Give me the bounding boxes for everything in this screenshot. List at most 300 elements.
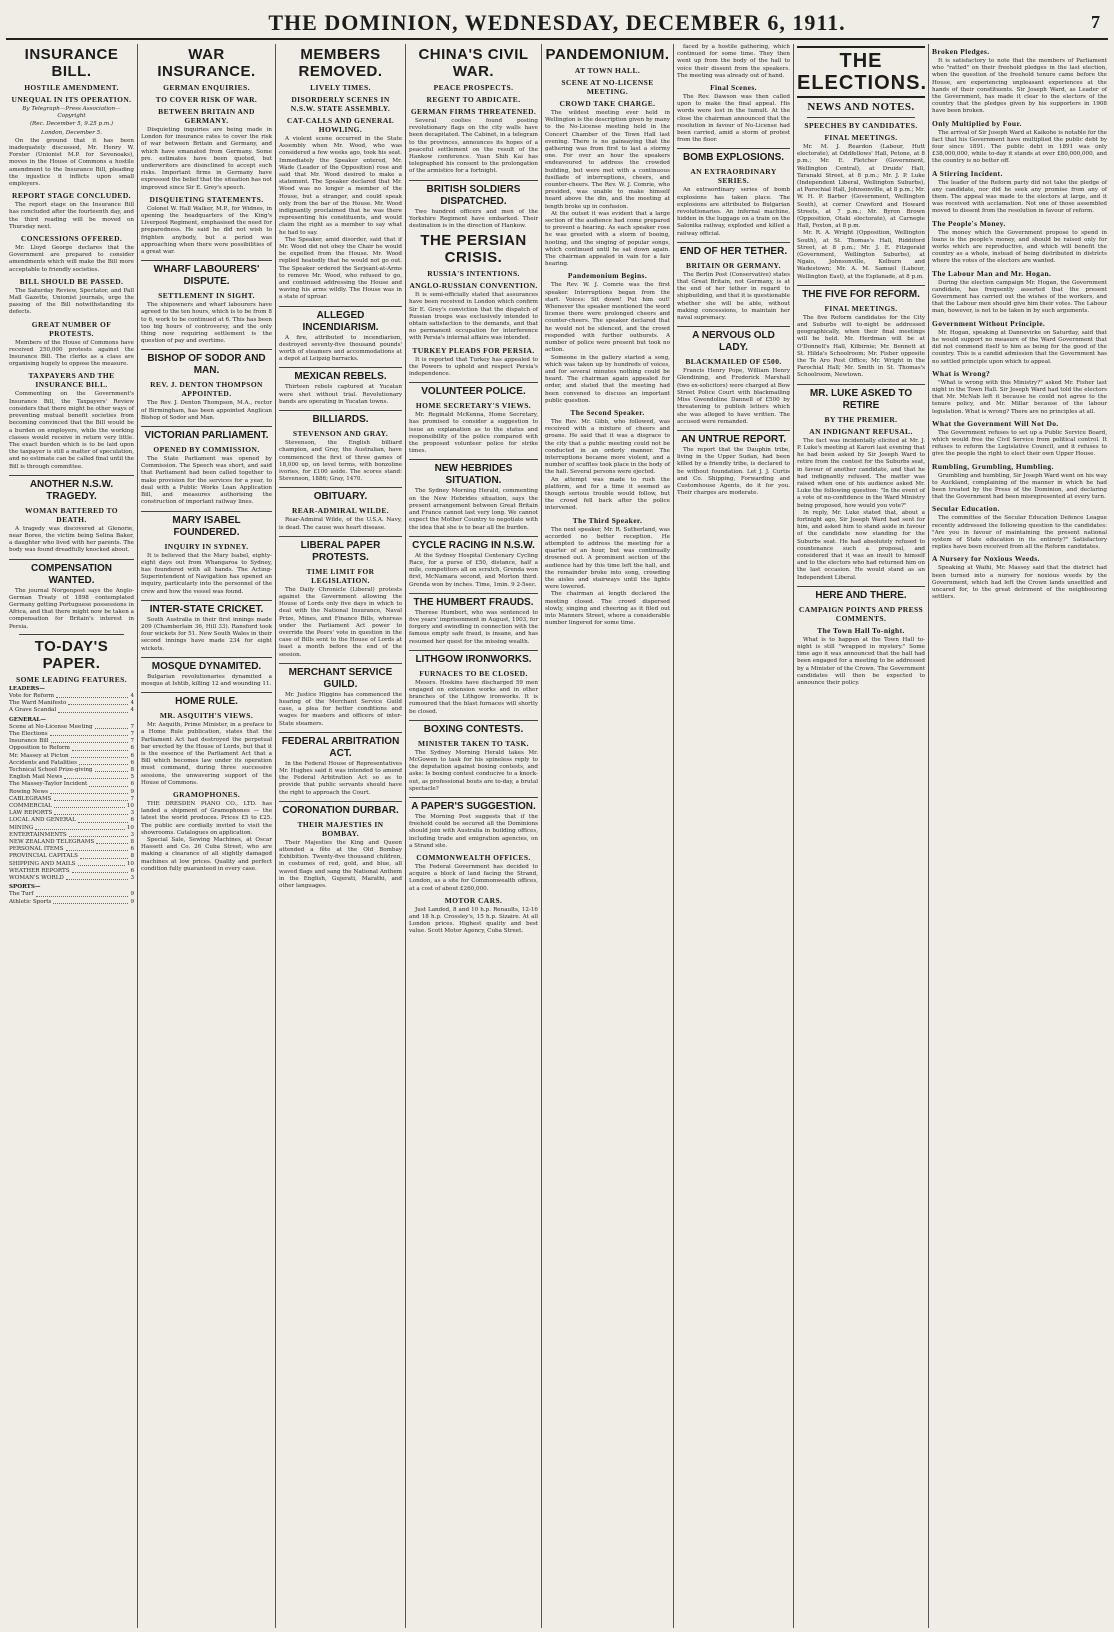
subhead: A Stirring Incident. (932, 168, 1003, 178)
contents-entry (9, 724, 134, 731)
filler-text: The arrival of Sir Joseph Ward at Kaikohe is notable for the fact that his Government have multiplied the public debt by four since 1891. The public debt in 1891 was only £38,000,000, while to-day it stands at over £80,000,000, and the country is no better off. (932, 129, 1107, 165)
contents-entry (9, 753, 134, 760)
subhead: GRAMOPHONES. (172, 789, 241, 799)
subhead: CAT-CALLS AND GENERAL HOWLING. (286, 116, 395, 134)
filler-text: The fact was incidentally elicited at Mr. J. P. Luke's meeting at Karori last evening that he had been asked by Sir Joseph Ward to retire from the contest for the Suburbs seat, in favour of another candidate, and that he had indignantly refused. The matter was raised when one of his audience asked Mr. Luke the following question: "In the event of a vote of no-confidence in the Ward Ministry being proposed, how would you vote?" (797, 437, 925, 509)
byline: By Telegraph—Press Association—Copyright (22, 106, 121, 120)
filler-text: The committee of the Secular Education Defence League recently addressed the following question to the candidates: "Are you in favour of maintaining the present national system of State education in its entirety?" Satisfactory replies have been received from all the Reform candidates. (932, 515, 1107, 551)
contents-label: Scene at No-License Meeting (9, 723, 93, 730)
leader-dots (51, 738, 129, 743)
contents-label: MINING (9, 824, 34, 831)
contents-label: Rowing News (9, 788, 48, 795)
filler-text: Someone in the gallery started a song, which was taken up by hundreds of voices, and for several minutes nothing could be heard. The chairman again appealed for order, and stated that the meeting had been convened to discuss an important public question. (545, 354, 670, 404)
filler-text: The Rev. Mr. Gibb, who followed, was received with a mixture of cheers and groans. He said that it was a disgrace to the city that a public meeting could not be conducted in an orderly manner. The interruptions became more violent, and a number of scuffles took place in the body of the hall. Several persons were ejected. (545, 418, 670, 476)
filler-text: Just Landed, 8 and 10 h.p. Renaults, 12-16 and 18 h.p. Crossley's, 15 h.p. Sizaire. At all London prices. Highest quality and best value. Scott Motor Agency, Cuba Street. (409, 906, 538, 935)
subhead: TURKEY PLEADS FOR PERSIA. (412, 345, 535, 355)
leader-dots (53, 899, 128, 904)
filler-text: The Saturday Review, Spectator, and Pall Mall Gazette, Unionist journals, urge the passing of the Bill notwithstanding its defects. (9, 287, 134, 316)
subhead: FURNACES TO BE CLOSED. (419, 668, 528, 678)
leader-dots (78, 817, 129, 822)
subhead: TAXPAYERS AND THE INSURANCE BILL. (28, 371, 115, 390)
headline-humbert: THE HUMBERT FRAUDS. (409, 593, 538, 609)
subhead: LIVELY TIMES. (310, 83, 371, 92)
subhead: SETTLEMENT IN SIGHT. (158, 291, 255, 301)
contents-page: 4 (130, 692, 134, 699)
headline-arbitration: FEDERAL ARBITRATION ACT. (279, 732, 402, 760)
column-4 (405, 44, 541, 1628)
filler-text: The Federal Government has decided to acquire a block of land facing the Strand, London, as a site for Commonwealth offices, at a cost of about £260,000. (409, 863, 538, 892)
filler-text: At the outset it was evident that a large section of the audience had come prepared to prevent a hearing. As each speaker rose he was greeted with a storm of booing, hooting, and the singing of popular songs, which continued until he sat down again. The chairman appealed in vain for a fair hearing. (545, 210, 670, 268)
headline-durbar: CORONATION DURBAR. (279, 801, 402, 817)
contents-page: 8 (130, 839, 134, 846)
filler-text: Mr. Asquith, Prime Minister, in a preface to a Home Rule publication, states that the Parliament Act had destroyed the perpetual bar erected by the House of Lords, but that it is the essence of the Parliament Act that a Bill which becomes law under its operation must command, during three successive sessions, the unwavering support of the House of Commons. (141, 722, 272, 786)
contents-entry (9, 796, 134, 803)
subhead: MOTOR CARS. (444, 895, 503, 905)
contents-page: 6 (130, 745, 134, 752)
contents-entry (9, 803, 134, 810)
headline-compensation: COMPENSATION WANTED. (9, 559, 134, 587)
contents-page: 6 (130, 867, 134, 874)
leader-dots (56, 693, 128, 698)
headline-elections: THE ELECTIONS. (797, 46, 925, 98)
subhead: CONCESSIONS OFFERED. (20, 234, 123, 244)
filler-text: Speaking at Waihi, Mr. Massey said that the district had been turned into a nursery for noxious weeds by the Government, which had left the Crown lands unsettled and uncared for, to the great detriment of the neighbouring settlers. (932, 565, 1107, 601)
headline-obituary: OBITUARY. (279, 487, 402, 503)
headline-mr-luke: MR. LUKE ASKED TO RETIRE (797, 384, 925, 412)
leader-dots (35, 825, 124, 830)
leader-dots (36, 891, 129, 896)
headline-insurance-bill: INSURANCE BILL. (24, 46, 119, 80)
contents-entry (9, 781, 134, 788)
page-number: 7 (1091, 12, 1100, 32)
contents-label: SHIPPING AND MAILS (9, 860, 76, 867)
contents-entry (9, 686, 134, 693)
filler-text: The State Parliament was opened by Commission. The Speech was short, and said that Parliament had been called together to make provision for the services for a year, to deal with a Public Works Loan Application Bill, and measures authorising the construction of important railway lines. (141, 456, 272, 506)
headline-five-for-reform: THE FIVE FOR REFORM. (797, 285, 925, 301)
leader-dots (66, 846, 129, 851)
dateline: (Rec. December 5, 9.25 p.m.) (29, 121, 114, 128)
filler-text: A fire, attributed to incendiarism, destroyed seventy-five thousand pounds' worth of steamers and accommodations at a depot at Leipzig barracks. (279, 334, 402, 363)
contents-entry (9, 899, 134, 906)
filler-text: In reply, Mr. Luke stated that, about a fortnight ago, Sir Joseph Ward had sent for him, and asked him to stand aside in favour of the candidate now standing for the Suburbs seat. He had absolutely refused to countenance such a proposal, and considered that it was an insult to himself and to the electors who had returned him on the last occasion. He would stand as an Independent Liberal. (797, 509, 925, 581)
subhead: GERMAN ENQUIRIES. (163, 83, 250, 92)
subhead: The People's Money. (932, 218, 1006, 228)
filler-text: During the election campaign Mr. Hogan, the Government candidate, has frequently asserted that the present Government has carried out the wishes of the workers, and that the Labour men should give him their votes. The Labour man, however, is not to be taken in by such arguments. (932, 279, 1107, 315)
headline-end-of-tether: END OF HER TETHER. (677, 242, 790, 258)
contents-label: NEW ZEALAND TELEGRAMS (9, 839, 95, 846)
headline-mosque: MOSQUE DYNAMITED. (141, 657, 272, 673)
subhead: Final Scenes. (710, 83, 757, 93)
headline-persian-crisis: THE PERSIAN CRISIS. (420, 232, 527, 267)
subhead: ANGLO-RUSSIAN CONVENTION. (409, 281, 538, 291)
filler-text: The Rev. J. Denton Thompson, M.A., rector of Birmingham, has been appointed Anglican Bishop of Sodor and Man. (141, 400, 272, 421)
leader-dots (71, 753, 129, 758)
headline-todays-paper: TO-DAY'S PAPER. (34, 637, 109, 672)
contents-page: 3 (130, 810, 134, 817)
leader-dots (78, 861, 125, 866)
filler-text: Mr. Hogan, speaking at Dannevirke on Saturday, said that he would support no measure of the Ward Government that did not commend itself to him as being for the good of the country. This is a candid admission that the Government has no settled principle upon which to appeal. (932, 329, 1107, 365)
subhead: DISQUIETING STATEMENTS. (149, 194, 264, 204)
subhead: MR. ASQUITH'S VIEWS. (159, 711, 254, 721)
filler-text: The shipowners and wharf labourers have agreed to the ten hours, which is to be from 8 to 6, work to be continued at 6. This has been too big hours of controversy, and the only thing now requiring settlement is the question of pay and overtime. (141, 302, 272, 345)
subhead: TO COVER RISK OF WAR. (155, 95, 258, 104)
contents-entry (9, 760, 134, 767)
contents-label: GENERAL— (9, 716, 46, 723)
subhead: BLACKMAILED OF £500. (685, 357, 782, 367)
contents-entry (9, 832, 134, 839)
contents-label: LOCAL AND GENERAL (9, 817, 76, 824)
leader-dots (69, 832, 129, 837)
headline-incendiarism: ALLEGED INCENDIARISM. (279, 306, 402, 334)
contents-entry (9, 731, 134, 738)
subhead: A Nursery for Noxious Weeds. (932, 554, 1040, 564)
filler-text: The Sydney Morning Herald, commenting on the New Hebrides situation, says the present arrangement between Great Britain and France cannot last very long. We cannot expect the Mother Country to negotiate with the idea that she is to bear all the burden. (409, 488, 538, 531)
contents-page: 8 (130, 853, 134, 860)
subhead: AN EXTRAORDINARY SERIES. (690, 167, 777, 186)
headline-bishop: BISHOP OF SODOR AND MAN. (141, 349, 272, 377)
contents-list (9, 686, 134, 906)
filler-text: The Sydney Morning Herald takes Mr. McGowen to task for his spineless reply to the deputation against boxing contests, and asks: Is boxing contest conducive to a knock-out, as professional bouts are to-day, a brutal spectacle? (409, 749, 538, 792)
column-5 (541, 44, 673, 1628)
filler-text: Therese Humbert, who was sentenced to five years' imprisonment in August, 1903, for forgery and swindling in connection with the famous empty safe fraud, is insane, and has resumed her quest for the missing wealth. (409, 609, 538, 645)
filler-text: An extraordinary series of bomb explosions has taken place. The explosions are attributed to Bulgarian revolutionaries. An infernal machine, hidden in the luggage on a train on the Salonika railway, exploded and killed a railway official. (677, 187, 790, 237)
filler-text: Mr. M. J. Reardon (Labour, Hutt electorate), at Oddfellows' Hall, Petone, at 8 p.m.; Mr. E. Fletcher (Government, Wellington Central), at Druids' Hall, Taranaki Street, at 8 p.m.; Mr. J. P. Luke (Independent Liberal, Wellington Suburbs), at Parochial Hall, Johnsonville, at 8 p.m.; Mr. W. H. P. Barber (Government, Wellington South), at corner Crawford and Howard Streets, at 7 p.m.; Mr. Byron Brown (Opposition, Otaki electorate), at Carnegie Hall, Foxton, at 8 p.m. (797, 144, 925, 230)
subhead: GREAT NUMBER OF PROTESTS. (31, 319, 112, 338)
subhead: BILL SHOULD BE PASSED. (19, 276, 124, 286)
contents-page: 7 (130, 723, 134, 730)
subhead: Only Multiplied by Four. (932, 118, 1022, 128)
contents-label: The Turf (9, 891, 34, 898)
headline-home-rule: HOME RULE. (141, 692, 272, 708)
contents-label: Accidents and Fatalities (9, 759, 77, 766)
leader-dots (50, 731, 129, 736)
subhead: THEIR MAJESTIES IN BOMBAY. (297, 819, 384, 838)
headline-china: CHINA'S CIVIL WAR. (418, 46, 529, 80)
contents-entry (9, 700, 134, 707)
headline-mary-isabel: MARY ISABEL FOUNDERED. (141, 511, 272, 539)
contents-entry (9, 817, 134, 824)
contents-label: CABLEGRAMS (9, 795, 52, 802)
advert-text: Special Sale, Sewing Machines, at Oscar Hassett and Co. 26 Cuba Street, who are making a clearance of all slightly damaged machines at low prices. Quality and perfect condition fully guaranteed in every case. (141, 836, 272, 872)
contents-entry (9, 789, 134, 796)
contents-page: 6 (130, 752, 134, 759)
filler-text: South Australia in their first innings made 209 (Chamberlain 36, Hill 33). Ransford took four wickets for 51. New South Wales in their second innings have made 234 for eight wickets. (141, 616, 272, 652)
filler-text: It is reported that Turkey has appealed to the Powers to uphold and respect Persia's independence. (409, 356, 538, 378)
filler-text: The Rev. Dawson was then called upon to make the final appeal. His words were lost in the tumult. At the close the chairman announced that the resolution in favour of No-License had been carried, amid a storm of protest from the floor. (677, 94, 790, 144)
filler-text: Mr. Lloyd George declares that the Government are prepared to consider amendments which will make the Bill more acceptable to friendly societies. (9, 245, 134, 273)
contents-entry (9, 825, 134, 832)
contents-page: 8 (130, 766, 134, 773)
contents-label: SPORTS— (9, 884, 41, 891)
contents-label: PERSONAL ITEMS (9, 846, 64, 853)
filler-text: A violent scene occurred in the State Assembly when Mr. Wood, who was considered a few weeks ago, took his seat. Immediately the Speaker entered, Mr. Wade (Leader of the Opposition) rose and said that Mr. Wood desired to make a statement. The Speaker declared that Mr. Wood was no longer a member of the House, but a stranger, and could speak only from the bar of the House. Mr. Wood indignantly proclaimed that he was there representing his constituents, and would claim the right as a member to say what he had to say. (279, 136, 402, 236)
contents-label: The Massey-Taylor Incident (9, 781, 88, 788)
contents-page: 7 (130, 795, 134, 802)
filler-text: The wildest meeting ever held in Wellington is the description given by many to the No-License meeting held in the Concert Chamber of the Town Hall last evening. There is no gainsaying that the gathering was from first to last a stormy one. For over an hour the speakers endeavoured to address the crowded building, but were met with a continuous fusillade of interruptions, cheers, and counter-cheers. The Rev. W. J. Comrie, who presided, was unable to make himself heard above the din, and the meeting at length broke up in confusion. (545, 110, 670, 210)
filler-text: The Daily Chronicle (Liberal) protests against the Government allowing the House of Lords only five days in which to deal with the National Insurance, Naval Prize, Mines, and Finance Bills, whereas under the Parliament Act power to override the Peers' vote in question in the case of Bills sent to the House of Lords at least a month before the end of the session. (279, 586, 402, 658)
subhead: REAR-ADMIRAL WILDE. (291, 506, 390, 516)
subhead: CAMPAIGN POINTS AND PRESS COMMENTS. (798, 604, 924, 623)
leader-dots (95, 767, 129, 772)
subhead: Broken Pledges. (932, 47, 990, 56)
subhead: FINAL MEETINGS. (824, 303, 898, 313)
column-1 (6, 44, 137, 1628)
divider (807, 117, 915, 118)
filler-text: Disquieting inquiries are being made in London for insurance rates to cover the risk of war between Britain and Germany, and which have emanated from Germany. Some pre. estimates have been quoted, but underwriters are disinclined to accept such risks. Important firms in Germany have expressed the belief that the situation has not improved since Sir E. Grey's speech. (141, 127, 272, 191)
contents-entry (9, 875, 134, 882)
contents-page: 4 (130, 707, 134, 714)
filler-text: Messrs. Hoskins have discharged 59 men engaged on extension works and in other branches of the Lithgow ironworks. It is rumoured that the blast furnaces will shortly be closed. (409, 679, 538, 715)
contents-entry (9, 707, 134, 714)
leader-dots (54, 810, 128, 815)
contents-label: WOMAN'S WORLD (9, 875, 64, 882)
filler-text: The next speaker, Mr. R. Sutherland, was accorded no better reception. He attempted to address the meeting for a quarter of an hour, but was continually drowned out. A prominent section of the audience had by this time left the hall, and the remainder broke into song, crowding the aisles and stairways until the lights were lowered. (545, 526, 670, 591)
contents-page: 9 (130, 891, 134, 898)
contents-entry (9, 810, 134, 817)
filler-text: The five Reform candidates for the City and Suburbs will to-night be addressed geographically, when their final meetings will be held. Mr. Herdman will be at O'Donnell's Hall, Kilbirnie; Mr. Bennett at St. Hilda's Schoolroom; Mr. Fisher opposite the Te Aro Post Office; Mr. Wright in the Parochial Hall; Mr. Smith in St. Thomas's Schoolroom, Newtown. (797, 314, 925, 379)
filler-text: The report stage on the Insurance Bill has concluded after the fourteenth day, and the third reading will be moved on Thursday next. (9, 202, 134, 230)
headline-nsw-tragedy: ANOTHER N.S.W. TRAGEDY. (9, 475, 134, 503)
subhead: SCENE AT NO-LICENSE MEETING. (561, 78, 654, 96)
contents-label: Vote for Reform (9, 692, 55, 699)
leader-dots (54, 796, 129, 801)
contents-entry (9, 767, 134, 774)
contents-page: 6 (130, 759, 134, 766)
contents-entry (9, 738, 134, 745)
subhead: Government Without Principle. (932, 318, 1046, 328)
leader-dots (68, 700, 128, 705)
contents-entry (9, 884, 134, 891)
filler-text: Bulgarian revolutionaries dynamited a mosque at Ishtib, killing 12 and wounding 11. (141, 673, 272, 687)
subhead: REV. J. DENTON THOMPSON APPOINTED. (150, 380, 263, 399)
filler-text: An attempt was made to rush the platform, and for a time it seemed as though serious trouble would follow, but the crowd fell back after the police intervened. (545, 476, 670, 512)
subhead: WOMAN BATTERED TO DEATH. (24, 505, 119, 524)
contents-entry (9, 774, 134, 781)
contents-entry (9, 861, 134, 868)
subhead: The Third Speaker. (572, 515, 643, 525)
filler-text: Two hundred officers and men of the Yorkshire Regiment have embarked. Their destination is in the direction of Hankow. (409, 208, 538, 230)
contents-page: 3 (130, 875, 134, 882)
headline-volunteer-police: VOLUNTEER POLICE. (409, 382, 538, 398)
contents-page: 7 (130, 738, 134, 745)
contents-entry (9, 853, 134, 860)
headline-merchant-guild: MERCHANT SERVICE GUILD. (279, 663, 402, 691)
leader-dots (50, 789, 128, 794)
filler-text: Colonel W. Hall Walker, M.P., for Widnes, in opening the headquarters of the King's Liverpool Regiment, emphasised the need for preparedness. He said he did not wish to frighten anybody, but a period was approaching when there were possibilities of a great war. (141, 205, 272, 256)
subhead: GERMAN FIRMS THREATENED. (410, 107, 537, 116)
contents-page: 6 (130, 781, 134, 788)
column-8 (928, 44, 1110, 1628)
filler-text: It is semi-officially stated that assurances have been received in London which confirm Sir E. Grey's conviction that the dispatch of Russian troops was exclusively intended to obtain satisfaction to the demands, and that no permanent occupation for interference with Persia's internal affairs was intended. (409, 292, 538, 342)
contents-entry (9, 868, 134, 875)
headline-untrue-report: AN UNTRUE REPORT. (677, 430, 790, 446)
subhead: UNEQUAL IN ITS OPERATION. (11, 95, 132, 104)
column-6 (673, 44, 793, 1628)
filler-text: Stevenson, the English billiard champion, and Gray, the Australian, have commenced the first of three games of 18,000 up, on level terms, with bonzoline ivories, for £100 aside. The scores stand: Stevenson, 1886; Gray, 1470. (279, 440, 402, 483)
leader-dots (96, 839, 128, 844)
contents-label: ENTERTAINMENTS (9, 831, 67, 838)
headline-boxing: BOXING CONTESTS. (409, 720, 538, 736)
contents-label: PROVINCIAL CAPITALS (9, 853, 78, 860)
leader-dots (80, 853, 129, 858)
subhead: COMMONWEALTH OFFICES. (416, 852, 531, 862)
contents-entry (9, 745, 134, 752)
filler-text: The report that the Dauphin tribe, living in the Upper Sudan, had been killed by a friendly tribe, is declared to be without foundation. Let J. J. Curtis and Co. Shipping, Forwarding and Customhouse Agents, do it for you. Their charges are moderate. (677, 446, 790, 497)
contents-label: LEADERS— (9, 685, 45, 692)
headline-bomb-explosions: BOMB EXPLOSIONS. (677, 148, 790, 164)
filler-text: Several coolies found posting revolutionary flags on the city walls have been decapitated. The Cabinet, in a telegram to the provinces, announces its hopes of a peaceful settlement on the result of the Hankow conference. Yuan Shih Kai has telegraphed his consent to the prolongation of the armistice for a fortnight. (409, 118, 538, 175)
contents-label: Mr. Massey at Picton (9, 752, 69, 759)
filler-text: Thirteen rebels captured at Yucatan were shot without trial. Revolutionary bands are operating in Yucatan towns. (279, 384, 402, 405)
headline-victorian-parliament: VICTORIAN PARLIAMENT. (141, 426, 272, 442)
subhead: What is Wrong? (932, 368, 991, 378)
divider (19, 634, 124, 635)
filler-text: It is satisfactory to note that the members of Parliament who "ratted" on their freehold pledges in the last election, when the question of the freehold tenure came before the House, are experiencing unpleasant experiences at the hands of their constituents. Sir Joseph Ward, as Leader of the Government, has made it clear to the electors of the country that the pledges given by his supporters in 1908 have been broken. (932, 58, 1107, 115)
leader-dots (72, 868, 129, 873)
contents-page: 9 (130, 898, 134, 905)
subhead: MINISTER TAKEN TO TASK. (418, 738, 529, 748)
filler-text: The Government refuses to set up a Public Service Board, which would free the Civil Service from political control. It refuses to reform the Legislative Council, and it refuses to give the people the right to elect their own Upper House. (932, 429, 1107, 458)
subhead: REGENT TO ABDICATE. (426, 95, 521, 104)
headline-members-removed: MEMBERS REMOVED. (298, 46, 383, 80)
subhead: Rumbling, Grumbling, Humbling. (932, 461, 1054, 471)
leader-dots (95, 724, 129, 729)
subhead: PEACE PROSPECTS. (433, 83, 514, 92)
contents-page: 5 (130, 774, 134, 781)
subhead: DISORDERLY SCENES IN N.S.W. STATE ASSEMBLY. (290, 95, 391, 113)
subhead: The Labour Man and Mr. Hogan. (932, 268, 1052, 278)
masthead-title: THE DOMINION, WEDNESDAY, DECEMBER 6, 1911. (268, 10, 846, 35)
subhead: NEWS AND NOTES. (807, 101, 915, 113)
filler-text: Members of the House of Commons have received 250,000 protests against the Insurance Bill. The clerks as a class are organising hugely to oppose the measure. (9, 339, 134, 368)
subhead: STEVENSON AND GRAY. (292, 429, 389, 439)
headline-new-hebrides: NEW HEBRIDES SITUATION. (409, 459, 538, 487)
subhead: INQUIRY IN SYDNEY. (164, 541, 249, 551)
filler-text: faced by a hostile gathering, which continued for some time. They then went up from the body of the hall to voice their dissent from the speakers. The meeting was already out of hand. (677, 44, 790, 79)
contents-label: A Grave Scandal (9, 707, 57, 714)
contents-page: 10 (126, 824, 134, 831)
subhead: The Town Hall To-night. (817, 625, 905, 635)
contents-page: 4 (130, 700, 134, 707)
filler-text: Mr. R. A. Wright (Opposition, Wellington South), at St. Thomas's Hall, Riddiford Street, at 8 p.m.; Mr. J. E. Fitzgerald (Government, Wellington Suburbs), at Ngaio, Johnsonville, Kelburn and Wadestown; Mr. A. M. Samuel (Labour, Wellington East), at the Esplanade, at 8 p.m. (797, 230, 925, 280)
headline-wharf: WHARF LABOURERS' DISPUTE. (141, 260, 272, 288)
columns (6, 44, 1110, 1628)
contents-page: 10 (126, 860, 134, 867)
subhead: FINAL MEETINGS. (824, 133, 898, 142)
headline-cricket: INTER-STATE CRICKET. (141, 600, 272, 616)
subhead: OPENED BY COMMISSION. (153, 445, 260, 455)
filler-text: Their Majesties the King and Queen attended a fête at the Old Bombay Exhibition. Twenty-five thousand children, in costumes of red, gold, and blue, all waved flags and sang the National Anthem in the English, Gujerati, Marathi, and other languages. (279, 839, 402, 889)
contents-page: 6 (130, 846, 134, 853)
filler-text: The leader of the Reform party did not take the pledge of any candidate, nor did he seek any promise from any of them. The appeal was made to the electors at large, and it was received with acclamation. Not one of those assembled moved to dissent from the resolution in favour of reform. (932, 179, 1107, 215)
filler-text: Mr. Reginald McKenna, Home Secretary, has promised to consider a suggestion to issue an explanation as to the status and responsibility of the police compared with the proposed volunteer police for strike times. (409, 412, 538, 455)
subhead: Pandemonium Begins. (567, 271, 648, 281)
filler-text: The Morning Post suggests that if the freehold could be secured all the Dominions should join with Australia in building offices, including trade and emigration agencies, on a Strand site. (409, 813, 538, 849)
filler-text: The Berlin Post (Conservative) states that Great Britain, not Germany, is at the end of her tether in regard to shipbuilding, and that it is questionable whether she will be able, without making concessions, to maintain her naval supremacy. (677, 271, 790, 322)
contents-page: 6 (130, 817, 134, 824)
contents-label: COMMERCIAL (9, 803, 52, 809)
headline-billiards: BILLIARDS. (279, 410, 402, 426)
leader-dots (72, 745, 129, 750)
filler-text: The Rev. W. J. Comrie was the first speaker. Interruptions began from the start. Voices: Sit down! Put him out! Whenever the speaker mentioned the word license there were prolonged cheers and counter-cheers. The speaker declared that he would not be silenced, and the crowd responded with further outbursts. A number of police were present but took no action. (545, 282, 670, 354)
leader-dots (66, 875, 129, 880)
filler-text: Francis Henry Pope, William Henry Glendining, and Frederick Marshall (two ex-solicitors) were charged at Bow Street Police Court with blackmailing Miss Gwendoline Dannell of £500 by threatening to publish letters which she was alleged to have written. The accused were remanded. (677, 368, 790, 425)
headline-nervous-old-lady: A NERVOUS OLD LADY. (677, 326, 790, 354)
filler-text: At the Sydney Hospital Centenary Cycling Race, for a purse of £50, distance, half a mile, competitors all on scratch, Grenda won first, McNamara second, and Morton third. Grenda won by inches. Time, 1min. 9 2-5sec. (409, 552, 538, 588)
headline-liberal-paper: LIBERAL PAPER PROTESTS. (279, 536, 402, 564)
subhead: SOME LEADING FEATURES. (16, 674, 127, 684)
filler-text: Grumbling and humbling, Sir Joseph Ward went on his way to Auckland, complaining of the manner in which he had been treated by the Press of the Dominion, and declaring that the Government had been misrepresented at every turn. (932, 472, 1107, 501)
advert-name: THE DRESDEN PIANO CO., LTD. (147, 800, 257, 807)
article-paragraph: On the ground that it has been inadequately discussed, Mr. Henry W. Forster (Unionist M.P. for Sevenoaks), moves in the House of Commons a hostile amendment to the Insurance Bill, pleading the injustice it inflicts upon small employers. (9, 137, 134, 188)
filler-text: Rear-Admiral Wilde, of the U.S.A. Navy, is dead. The cause was heart disease. (279, 517, 402, 531)
headline-british-soldiers: BRITISH SOLDIERS DISPATCHED. (409, 180, 538, 208)
filler-text: It is believed that the Mary Isabel, eighty-eight days out from Whangaroa to Sydney, has foundered with all hands. The Acting-Superintendent of Navigation has opened an inquiry, particularly into the personnel of the crew and how the vessel was found. (141, 552, 272, 595)
subhead: RUSSIA'S INTENTIONS. (427, 269, 520, 279)
contents-entry (9, 846, 134, 853)
filler-text: A tragedy was discovered at Glenorie, near Boree, the victim being Selina Baker, a daughter who lived with her parents. The body was found dreadfully knocked about. (9, 525, 134, 554)
contents-page: 10 (126, 803, 134, 809)
contents-label: WEATHER REPORTS (9, 867, 70, 874)
contents-entry (9, 693, 134, 700)
contents-label: Opposition to Reform (9, 745, 70, 752)
filler-text: In the Federal House of Representatives Mr. Hughes said it was intended to amend the Federal Arbitration Act so as to provide that public servants should have the right to approach the Court. (279, 760, 402, 796)
subhead: TIME LIMIT FOR LEGISLATION. (306, 566, 375, 585)
subhead: AT TOWN HALL. (574, 66, 641, 75)
subhead: What the Government Will Not Do. (932, 418, 1059, 428)
subhead: BETWEEN BRITAIN AND GERMANY. (158, 107, 255, 125)
column-2 (137, 44, 275, 1628)
headline-mexican-rebels: MEXICAN REBELS. (279, 367, 402, 383)
subhead: BRITAIN OR GERMANY. (686, 260, 781, 270)
subhead: REPORT STAGE CONCLUDED. (12, 191, 131, 201)
contents-label: Insurance Bill (9, 738, 49, 745)
contents-entry (9, 839, 134, 846)
column-7 (793, 44, 928, 1628)
filler-text: Commenting on the Government's Insurance Bill, the Taxpayers' Review considers that there might be other ways of preventing mutual benefit societies from becoming convinced that the Bill would be a burden on employers, while the working classes would receive in return very little. The exact burden which is to be laid upon the taxpayer is still a matter of speculation, and no estimate can be called final until the Bill is through committee. (9, 391, 134, 470)
filler-text: The Speaker, amid disorder, said that if Mr. Wood did not obey the Chair he would be expelled from the House. Mr. Wood replied heatedly that he would not go out. The Speaker ordered the Serjeant-at-Arms to remove Mr. Wood, who refused to go, and continued addressing the House and waving his arms wildly. The House was in a state of uproar. (279, 236, 402, 301)
contents-entry (9, 891, 134, 898)
headline-cycle-racing: CYCLE RACING IN N.S.W. (409, 536, 538, 552)
contents-page: 3 (130, 831, 134, 838)
contents-label: Athletic Sports (9, 898, 52, 905)
contents-entry (9, 717, 134, 724)
leader-dots (58, 707, 128, 712)
masthead (6, 8, 1108, 40)
headline-here-and-there: HERE AND THERE. (797, 586, 925, 602)
filler-text: The journal Norgenpost says the Anglo-German Treaty of 1898 contemplated Germany getting Portuguese possessions in Africa, and that there might now be taken a compensation for Britain's interest in Persia. (9, 587, 134, 630)
filler-text: The chairman at length declared the meeting closed. The crowd dispersed slowly, singing and cheering as it filed out into Manners Street, where a considerable number lingered for some time. (545, 591, 670, 627)
subhead: BY THE PREMIER. (824, 414, 898, 424)
contents-label: The Ward Manifesto (9, 700, 67, 707)
subhead: AN INDIGNANT REFUSAL. (809, 426, 913, 436)
subhead: CROWD TAKE CHARGE. (559, 99, 656, 108)
subhead: HOSTILE AMENDMENT. (24, 83, 119, 92)
contents-label: English Mail News (9, 774, 63, 781)
contents-page: 7 (130, 730, 134, 737)
leader-dots (89, 781, 128, 786)
contents-label: Technical School Prize-giving (9, 766, 93, 773)
filler-text: Mr. Justice Higgins has commenced the hearing of the Merchant Service Guild case, a plea for better conditions and wages for masters and officers of inter-State steamers. (279, 691, 402, 727)
contents-page: 9 (130, 788, 134, 795)
filler-text: What is to happen at the Town Hall to-night is still "wrapped in mystery." Some time ago it was announced that the hall had been engaged for a meeting to be addressed by a Minister of the Crown. The Government candidates will then be expected to announce their policy. (797, 636, 925, 686)
leader-dots (79, 760, 128, 765)
contents-label: LAW REPORTS (9, 810, 53, 817)
subhead: SPEECHES BY CANDIDATES. (804, 121, 918, 130)
advert-text: THE DRESDEN PIANO CO., LTD. has landed a shipment of Gramophones — the latest the world produces. Prices £5 to £25. The public are cordially invited to visit the showrooms. Catalogues on application. (141, 800, 272, 836)
headline-papers-suggestion: A PAPER'S SUGGESTION. (409, 797, 538, 813)
column-3 (275, 44, 405, 1628)
